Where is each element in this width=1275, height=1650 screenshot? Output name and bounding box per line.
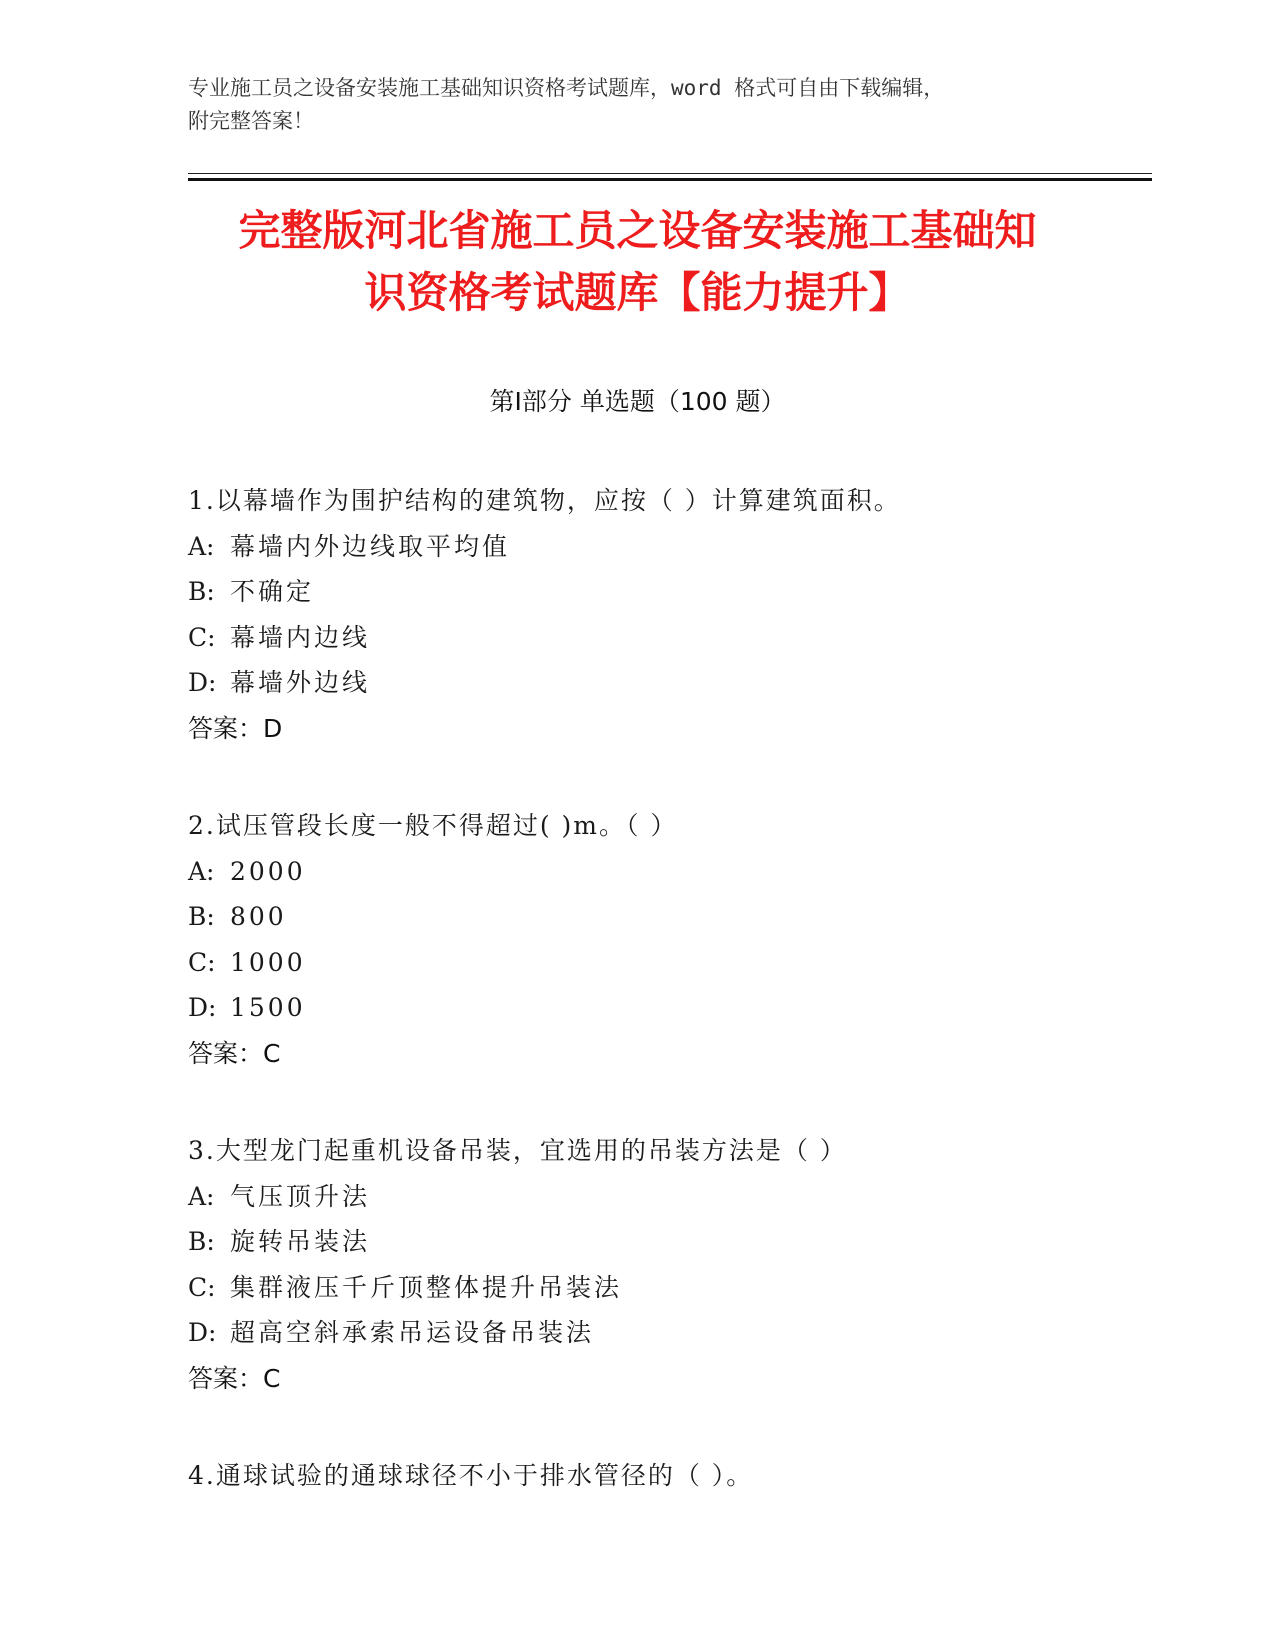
option-d <box>188 660 1088 706</box>
option-c <box>188 1265 1088 1311</box>
option-c <box>188 940 1088 986</box>
option-label: C: <box>188 947 216 977</box>
option-a <box>188 524 1088 570</box>
option-d <box>188 1310 1088 1356</box>
option-label: B: <box>188 577 215 606</box>
question-stem: 2.试压管段长度一般不得超过( )m。（ ） <box>188 811 678 840</box>
question-block <box>188 1453 1088 1499</box>
option-a <box>188 1174 1088 1220</box>
document-title <box>150 200 1125 324</box>
question-block <box>188 803 1088 1076</box>
option-text: 旋转吊装法 <box>230 1227 371 1256</box>
option-b <box>188 569 1088 615</box>
option-label: A: <box>188 1181 215 1211</box>
question-stem: 1.以幕墙作为围护结构的建筑物，应按（ ）计算建筑面积。 <box>188 486 901 515</box>
header-note <box>188 72 1068 138</box>
option-b <box>188 1219 1088 1265</box>
question-stem: 4.通球试验的通球球径不小于排水管径的（ ）。 <box>188 1461 754 1490</box>
option-a <box>188 849 1088 895</box>
header-divider-thin <box>188 173 1152 174</box>
question-block <box>188 1128 1088 1401</box>
answer-line: 答案：C <box>188 1038 281 1068</box>
option-text: 幕墙外边线 <box>230 668 371 697</box>
answer-line: 答案：C <box>188 1363 281 1393</box>
option-text: 2000 <box>230 856 306 886</box>
question-list <box>188 478 1088 1551</box>
question-block <box>188 478 1088 751</box>
option-d <box>188 985 1088 1031</box>
option-text: 800 <box>230 902 287 931</box>
header-note-line-2: 附完整答案！ <box>188 109 314 133</box>
header-note-line-1: 专业施工员之设备安装施工基础知识资格考试题库，word 格式可自由下载编辑， <box>188 76 945 100</box>
document-title-line-1: 完整版河北省施工员之设备安装施工基础知 <box>238 206 1037 255</box>
option-label: D: <box>188 993 217 1022</box>
document-title-line-2: 识资格考试题库【能力提升】 <box>364 268 911 317</box>
option-text: 幕墙内边线 <box>230 622 371 652</box>
option-text: 幕墙内外边线取平均值 <box>230 531 511 561</box>
option-label: D: <box>188 668 217 697</box>
header-divider-thick <box>188 178 1152 181</box>
option-text: 集群液压千斤顶整体提升吊装法 <box>230 1272 623 1302</box>
section-title: 第Ⅰ部分 单选题（100 题） <box>489 387 786 416</box>
question-stem: 3.大型龙门起重机设备吊装，宜选用的吊装方法是（ ） <box>188 1136 847 1165</box>
option-text: 1000 <box>230 947 306 977</box>
option-label: C: <box>188 622 216 652</box>
option-label: B: <box>188 902 215 931</box>
option-label: D: <box>188 1318 217 1347</box>
option-label: B: <box>188 1227 215 1256</box>
option-label: C: <box>188 1272 216 1302</box>
option-text: 超高空斜承索吊运设备吊装法 <box>230 1318 595 1347</box>
option-label: A: <box>188 531 215 561</box>
option-b <box>188 894 1088 940</box>
option-text: 不确定 <box>230 577 315 606</box>
answer-line: 答案：D <box>188 713 283 743</box>
option-text: 气压顶升法 <box>230 1181 371 1211</box>
option-label: A: <box>188 856 215 886</box>
option-c <box>188 615 1088 661</box>
option-text: 1500 <box>230 993 306 1022</box>
